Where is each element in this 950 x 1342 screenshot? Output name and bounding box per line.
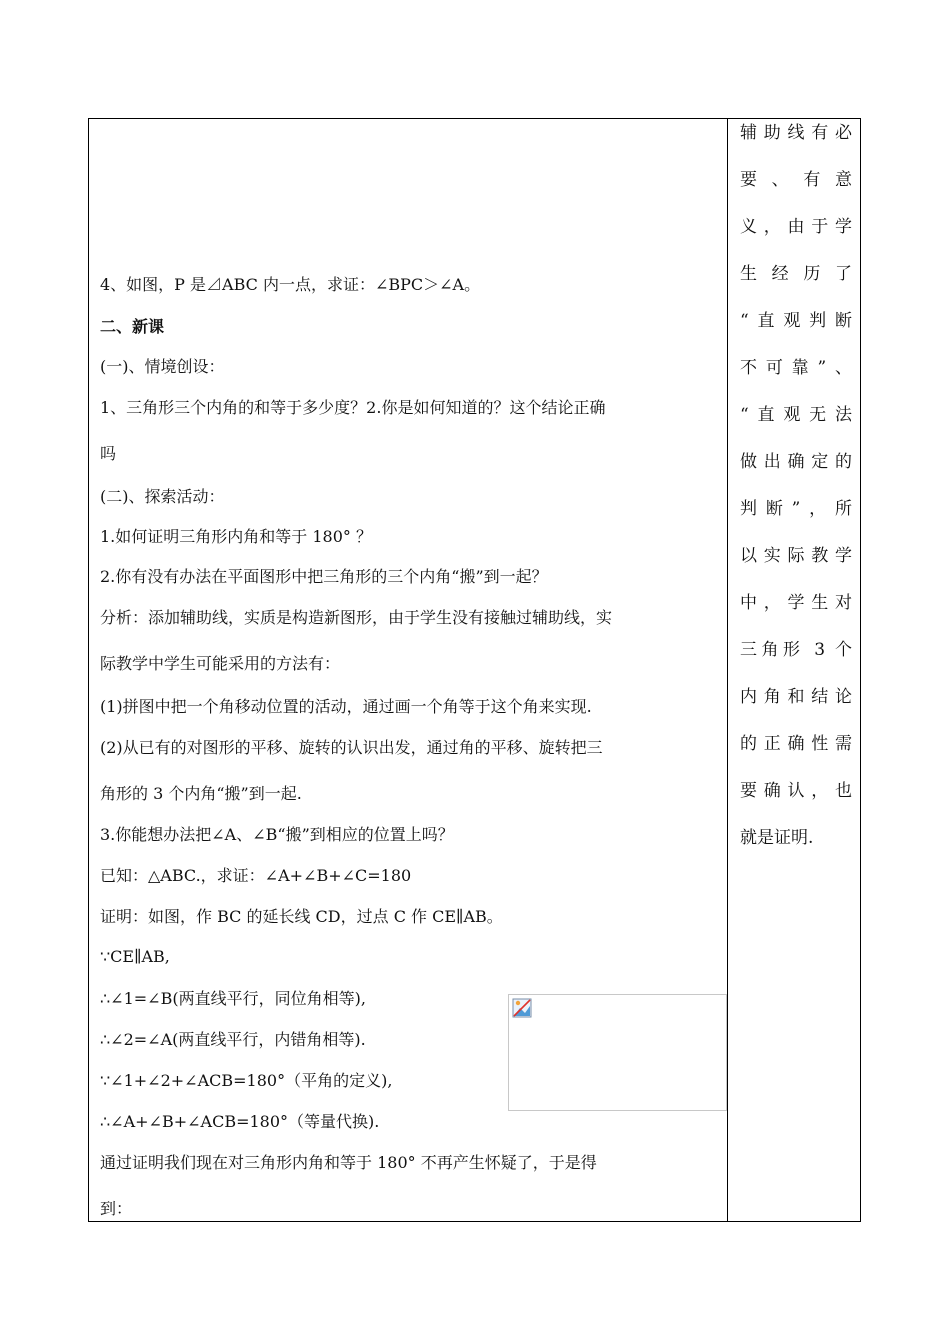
question-4: 4、如图，P 是⊿ABC 内一点，求证：∠BPC＞∠A。 (100, 275, 481, 294)
section-heading: 二、新课 (100, 317, 165, 336)
given-statement: 已知：△ABC.，求证：∠A+∠B+∠C=180 (100, 866, 412, 885)
side-note-line: 的正确性需 (740, 734, 852, 754)
proof-step-2: ∴∠1=∠B(两直线平行，同位角相等), (100, 989, 366, 1008)
side-note-line: “直观判断 (740, 311, 852, 331)
explore-question-2: 2.你有没有办法在平面图形中把三角形的三个内角“搬”到一起？ (100, 567, 548, 586)
conclusion-line1: 通过证明我们现在对三角形内角和等于 180° 不再产生怀疑了，于是得 (100, 1153, 597, 1172)
proof-step-5: ∴∠A+∠B+∠ACB=180°（等量代换). (100, 1112, 380, 1131)
analysis-line1: 分析：添加辅助线，实质是构造新图形，由于学生没有接触过辅助线，实 (100, 608, 613, 627)
side-note-line: 不可靠”、 (740, 358, 852, 378)
conclusion-line2: 到： (100, 1199, 133, 1218)
side-note-line: 三角形 3 个 (740, 640, 852, 660)
explore-question-3: 3.你能想办法把∠A、∠B“搬”到相应的位置上吗？ (100, 825, 454, 844)
question-1-line1: 1、三角形三个内角的和等于多少度？2.你是如何知道的？这个结论正确 (100, 398, 606, 417)
subheading-explore: (二)、探索活动： (100, 487, 225, 506)
proof-step-3: ∴∠2=∠A(两直线平行，内错角相等). (100, 1030, 366, 1049)
side-note-line: 做出确定的 (740, 452, 852, 472)
side-note-line: 判断”，所 (740, 499, 852, 519)
broken-image-icon (512, 998, 532, 1018)
side-note-line: 生 经 历 了 (740, 264, 852, 284)
side-note-line: 要确认，也 (740, 781, 852, 801)
method-2-line2: 角形的 3 个内角“搬”到一起. (100, 784, 302, 803)
side-note-line: 义，由于学 (740, 217, 852, 237)
subheading-scenario: (一)、情境创设： (100, 357, 225, 376)
side-note-line: 辅助线有必 (740, 123, 852, 143)
side-note-line: 中，学生对 (740, 593, 852, 613)
triangle-figure-placeholder (508, 994, 727, 1111)
question-1-line2: 吗 (100, 444, 117, 463)
proof-step-1: ∵CE∥AB, (100, 947, 170, 966)
analysis-line2: 际教学中学生可能采用的方法有： (100, 654, 341, 673)
side-note-line: 就是证明. (740, 828, 814, 848)
explore-question-1: 1.如何证明三角形内角和等于 180° ？ (100, 527, 372, 546)
proof-step-4: ∵∠1+∠2+∠ACB=180°（平角的定义), (100, 1071, 393, 1090)
side-note-line: “直观无法 (740, 405, 852, 425)
side-note-line: 要 、 有 意 (740, 170, 852, 190)
proof-intro: 证明：如图，作 BC 的延长线 CD，过点 C 作 CE∥AB。 (100, 907, 503, 926)
column-divider (727, 118, 728, 1222)
side-note-line: 内角和结论 (740, 687, 852, 707)
method-1: (1)拼图中把一个角移动位置的活动，通过画一个角等于这个角来实现. (100, 697, 592, 716)
side-note-line: 以实际教学 (740, 546, 852, 566)
method-2-line1: (2)从已有的对图形的平移、旋转的认识出发，通过角的平移、旋转把三 (100, 738, 603, 757)
